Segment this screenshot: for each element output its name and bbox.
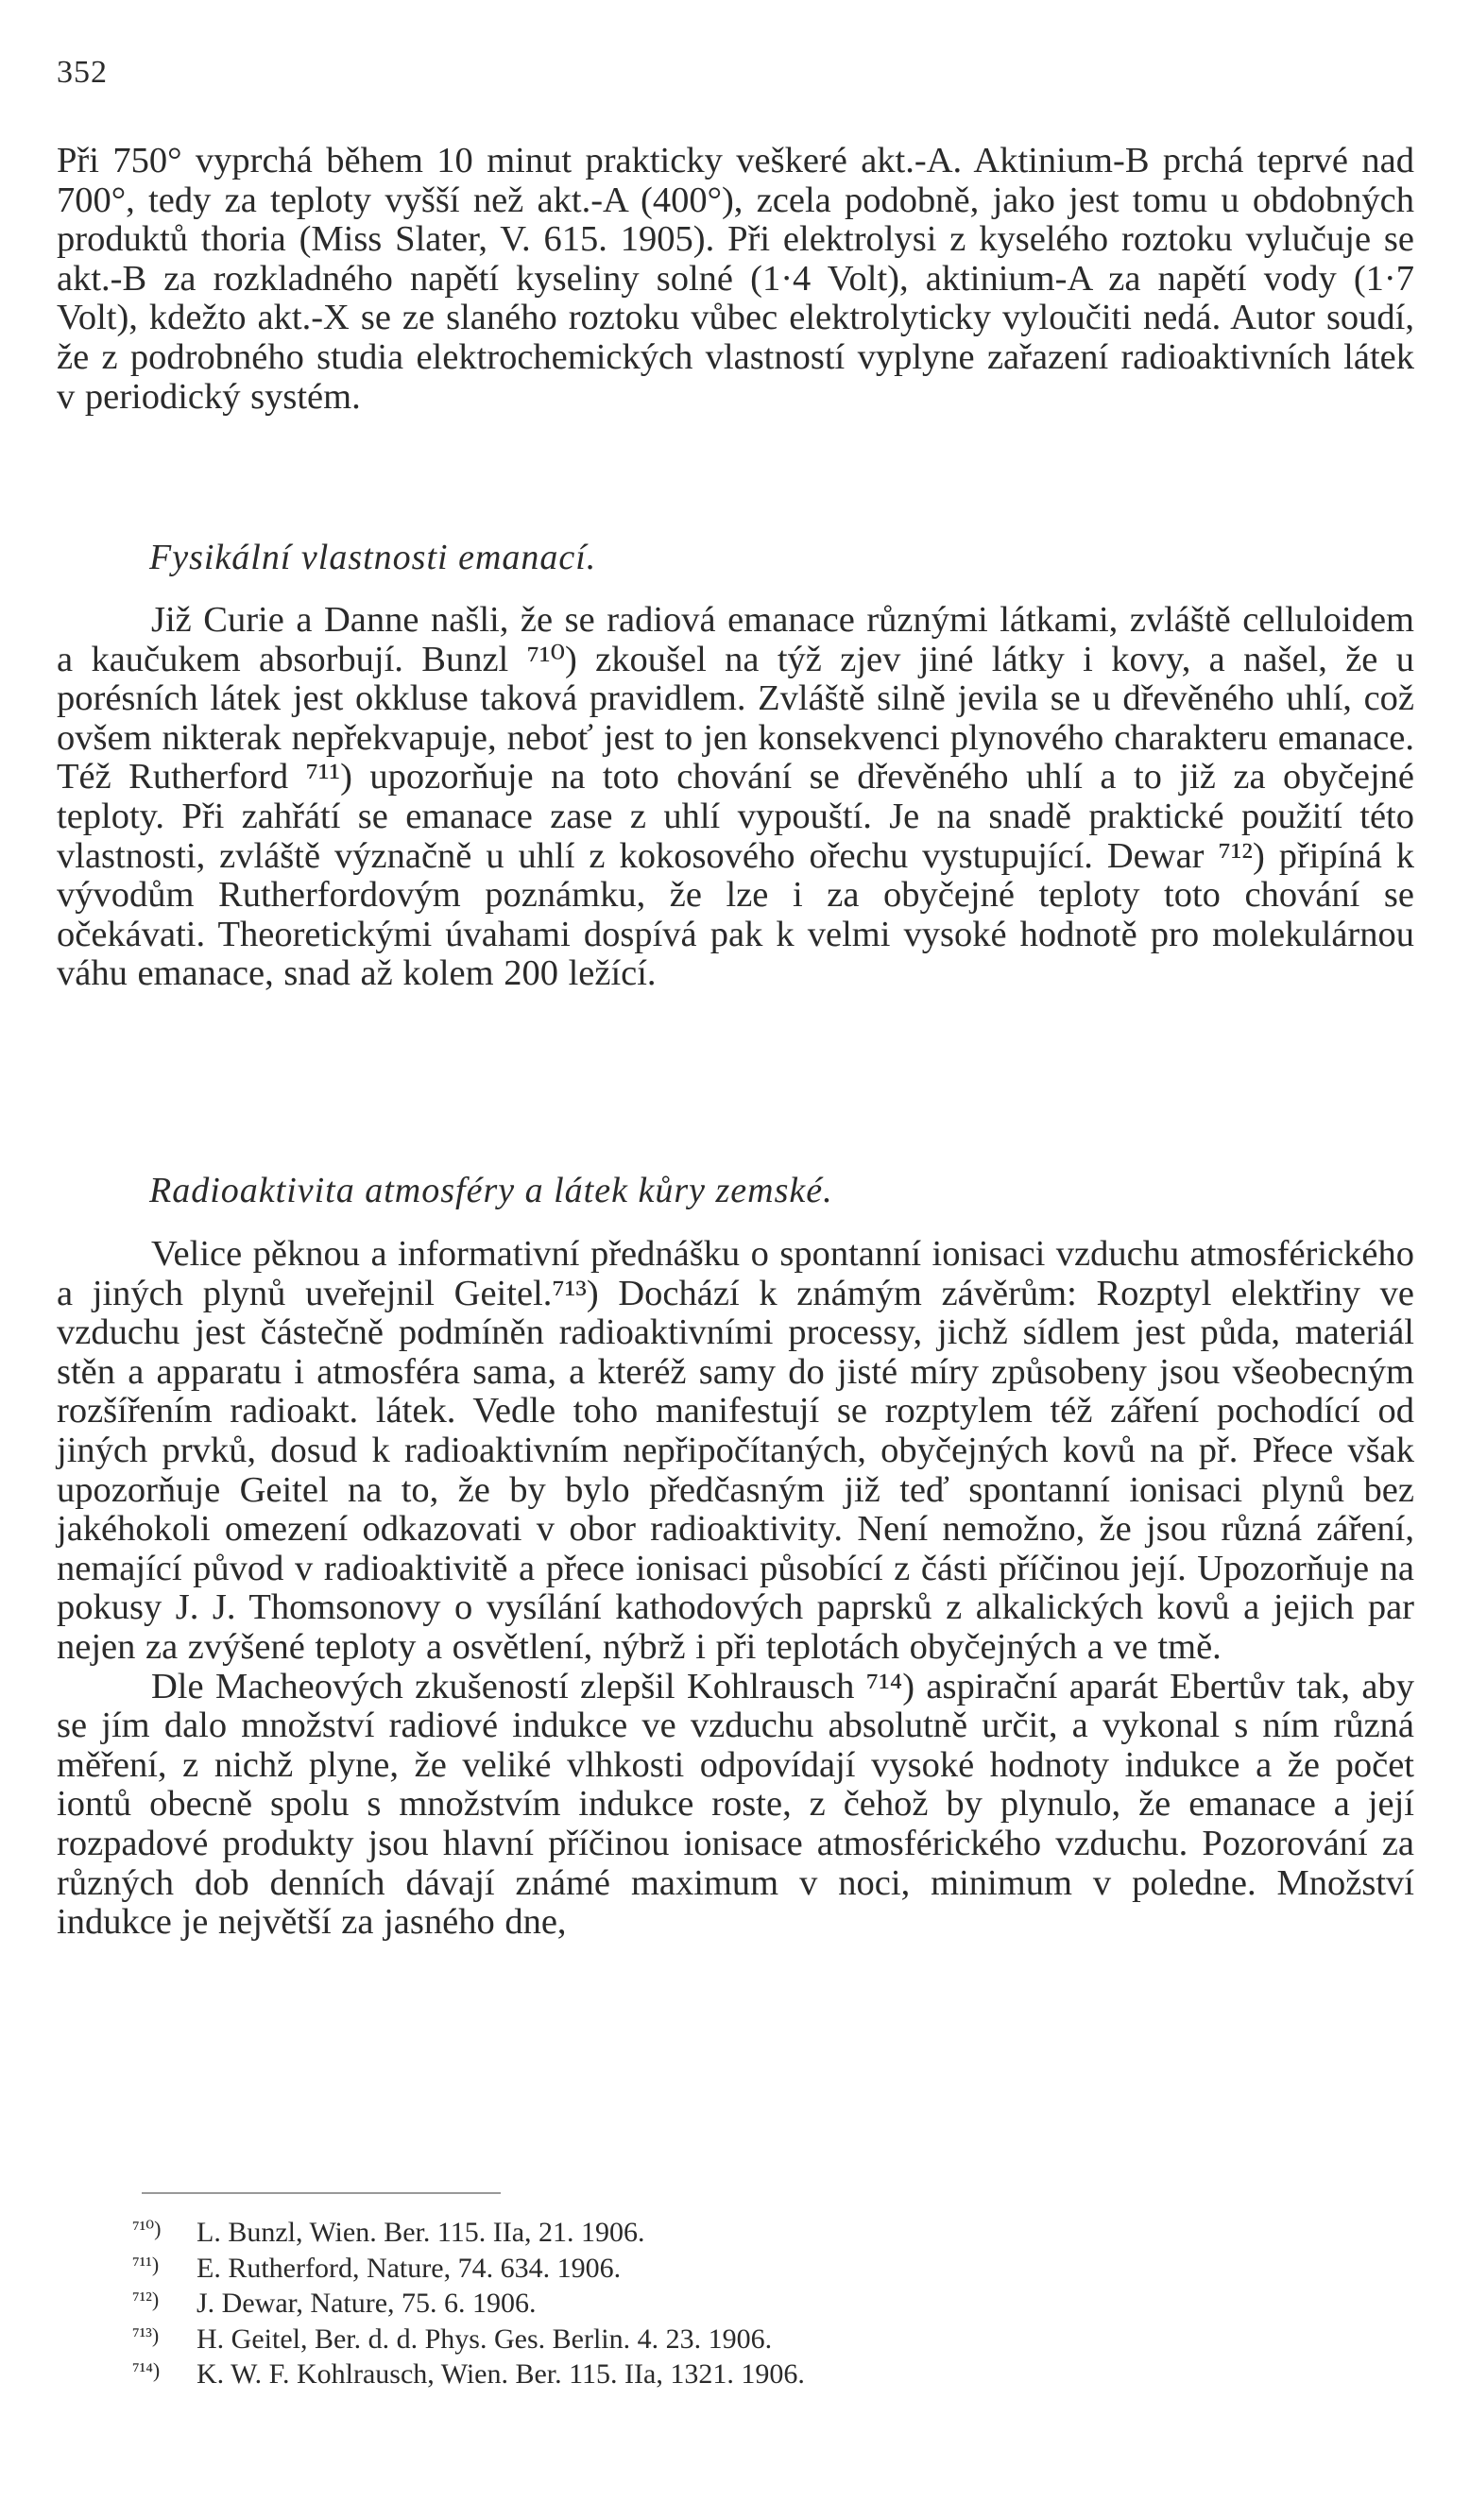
footnote-number: ⁷¹³) (132, 2323, 160, 2347)
paragraph-text: Velice pěknou a informativní přednášku o spontanní ionisaci vzduchu atmosférického a jiných plynů uveřejnil Geitel.⁷¹³) Dochází k známým závěrům: Rozptyl elektřiny ve vzduchu jest částečně podmíněn radioaktivními processy, jichž sídlem jest půda, materiál stěn a apparatu i atmosféra sama, a kteréž samy do jisté míry způsobeny jsou všeobecným rozšířením radioakt. látek. Vedle toho manifestují se rozptylem též záření pochodící od jiných prvků, dosud k radioaktivním nepřipočítaných, obyčejných kovů na př. Přece však upozorňuje Geitel na to, že by bylo předčasným již teď spontanní ionisaci plynů bez jakéhokoli omezení odkazovati v obor radioaktivity. Není nemožno, že jsou různá záření, nemající původ v radioaktivitě a přece ionisaci působící z části příčinou její. Upozorňuje na pokusy J. J. Thomsonovy o vysílání kathodových paprsků z alkalických kovů a jejich par nejen za zvýšené teploty a osvětlení, nýbrž i při teplotách obyčejných a ve tmě. (57, 1234, 1414, 1667)
footnote-number: ⁷¹¹) (132, 2252, 160, 2276)
footnote-text: L. Bunzl, Wien. Ber. 115. IIa, 21. 1906. (197, 2217, 645, 2248)
paragraph-text: Dle Macheových zkušeností zlepšil Kohlrausch ⁷¹⁴) aspirační aparát Ebertův tak, aby se jím dalo množství radiové indukce ve vzduchu absolutně určit, a vykonal s ním různá měření, z nichž plyne, že veliké vlhkosti odpovídají vysoké hodnoty indukce a že počet iontů obecně spolu s množstvím indukce roste, z čehož by plynulo, že emanace a její rozpadové produkty jsou hlavní příčinou ionisace atmosférického vzduchu. Pozorování za různých dob denních dávají známé maximum v noci, minimum v poledne. Množství indukce je největší za jasného dne, (57, 1666, 1414, 1943)
footnote-divider (142, 2192, 501, 2194)
paragraph-text: Již Curie a Danne našli, že se radiová emanace různými látkami, zvláště celluloidem a kaučukem absorbují. Bunzl ⁷¹⁰) zkoušel na týž zjev jiné látky i kovy, a našel, že u porésních látek jest okkluse taková pravidlem. Zvláště silně jevila se u dřevěného uhlí, což ovšem nikterak nepřekvapuje, neboť jest to jen konsekvenci plynového charakteru emanace. Též Rutherford ⁷¹¹) upozorňuje na toto chování se dřevěného uhlí a to již za obyčejné teploty. Při zahřátí se emanace zase z uhlí vypouští. Je na snadě praktické použití této vlastnosti, zvláště význačně u uhlí z kokosového ořechu vystupující. Dewar ⁷¹²) připíná k vývodům Rutherfordovým poznámku, že lze i za obyčejné teploty toto chování se očekávati. Theoretickými úvahami dospívá pak k velmi vysoké hodnotě pro molekulárnou váhu emanace, snad až kolem 200 ležící. (57, 600, 1414, 994)
page-number: 352 (57, 55, 108, 90)
footnote-number: ⁷¹⁰) (132, 2217, 162, 2240)
section-heading-atmosphere-radioactivity: Radioaktivita atmosféry a látek kůry zemské. (149, 1171, 833, 1210)
footnote-number: ⁷¹⁴) (132, 2358, 161, 2382)
footnote-text: J. Dewar, Nature, 75. 6. 1906. (197, 2288, 537, 2319)
paragraph-aktinium (57, 142, 1414, 417)
footnotes (132, 2213, 1313, 2391)
paragraph-emanation-absorption (57, 601, 1414, 994)
paragraph-text: Při 750° vyprchá během 10 minut prakticky veškeré akt.-A. Aktinium-B prchá teprvé nad 700°, tedy za teploty vyšší než akt.-A (400°), zcela podobně, jako jest tomu u obdobných produktů thoria (Miss Slater, V. 615. 1905). Při elektrolysi z kyselého roztoku vylučuje se akt.-B za rozkladného napětí kyseliny solné (1·4 Volt), aktinium-A za napětí vody (1·7 Volt), kdežto akt.-X se ze slaného roztoku vůbec elektrolyticky vyloučiti nedá. Autor soudí, že z podrobného studia elektrochemických vlastností vyplyne zařazení radioaktivních látek v periodický systém. (57, 141, 1414, 417)
footnote (132, 2284, 1313, 2320)
paragraph-atmospheric-ionisation (57, 1235, 1414, 1943)
footnote-number: ⁷¹²) (132, 2288, 160, 2311)
footnote (132, 2213, 1313, 2249)
section-heading-emanation-properties: Fysikální vlastnosti emanací. (149, 538, 597, 577)
footnote-text: H. Geitel, Ber. d. d. Phys. Ges. Berlin. 4. 23. 1906. (197, 2323, 773, 2355)
footnote (132, 2320, 1313, 2356)
footnote-text: E. Rutherford, Nature, 74. 634. 1906. (197, 2252, 622, 2284)
footnote (132, 2355, 1313, 2391)
footnote (132, 2249, 1313, 2285)
footnote-text: K. W. F. Kohlrausch, Wien. Ber. 115. IIa, 1321. 1906. (197, 2358, 805, 2390)
